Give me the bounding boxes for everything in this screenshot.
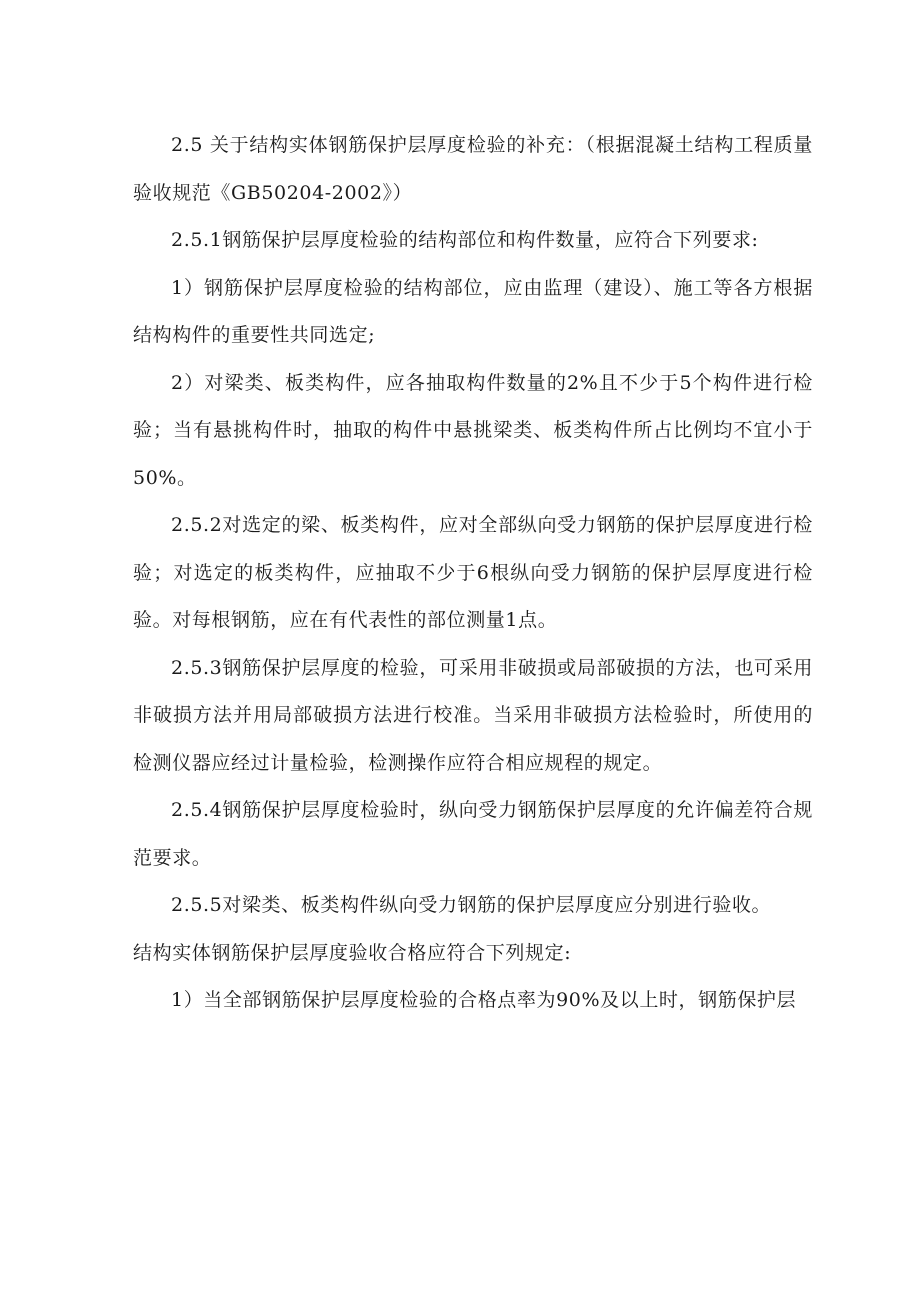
document-body	[133, 122, 813, 1025]
paragraph-2-5-1-item-2: 2）对梁类、板类构件，应各抽取构件数量的2%且不少于5个构件进行检验；当有悬挑构件时，抽取的构件中悬挑梁类、板类构件所占比例均不宜小于50%。	[133, 371, 813, 489]
paragraph-2-5-1: 2.5.1钢筋保护层厚度检验的结构部位和构件数量，应符合下列要求:	[171, 229, 759, 251]
paragraph-2-5-1-item-1: 1）钢筋保护层厚度检验的结构部位，应由监理（建设）、施工等各方根据结构构件的重要性共同选定;	[133, 276, 813, 346]
paragraph-2-5-3: 2.5.3钢筋保护层厚度的检验，可采用非破损或局部破损的方法，也可采用非破损方法并用局部破损方法进行校准。当采用非破损方法检验时，所使用的检测仪器应经过计量检验，检测操作应符合相应规程的规定。	[133, 656, 813, 774]
paragraph-acceptance-rules: 结构实体钢筋保护层厚度验收合格应符合下列规定:	[133, 941, 572, 964]
paragraph-2-5-heading: 2.5 关于结构实体钢筋保护层厚度检验的补充：（根据混凝土结构工程质量验收规范《GB50204-2002》）	[133, 134, 813, 204]
paragraph-acceptance-item-1: 1）当全部钢筋保护层厚度检验的合格点率为90%及以上时，钢筋保护层	[171, 989, 797, 1011]
paragraph-2-5-5: 2.5.5对梁类、板类构件纵向受力钢筋的保护层厚度应分别进行验收。	[171, 894, 772, 916]
paragraph-2-5-2: 2.5.2对选定的梁、板类构件，应对全部纵向受力钢筋的保护层厚度进行检验；对选定的板类构件，应抽取不少于6根纵向受力钢筋的保护层厚度进行检验。对每根钢筋，应在有代表性的部位测量1点。	[133, 514, 813, 631]
paragraph-2-5-4: 2.5.4钢筋保护层厚度检验时，纵向受力钢筋保护层厚度的允许偏差符合规范要求。	[133, 799, 813, 869]
